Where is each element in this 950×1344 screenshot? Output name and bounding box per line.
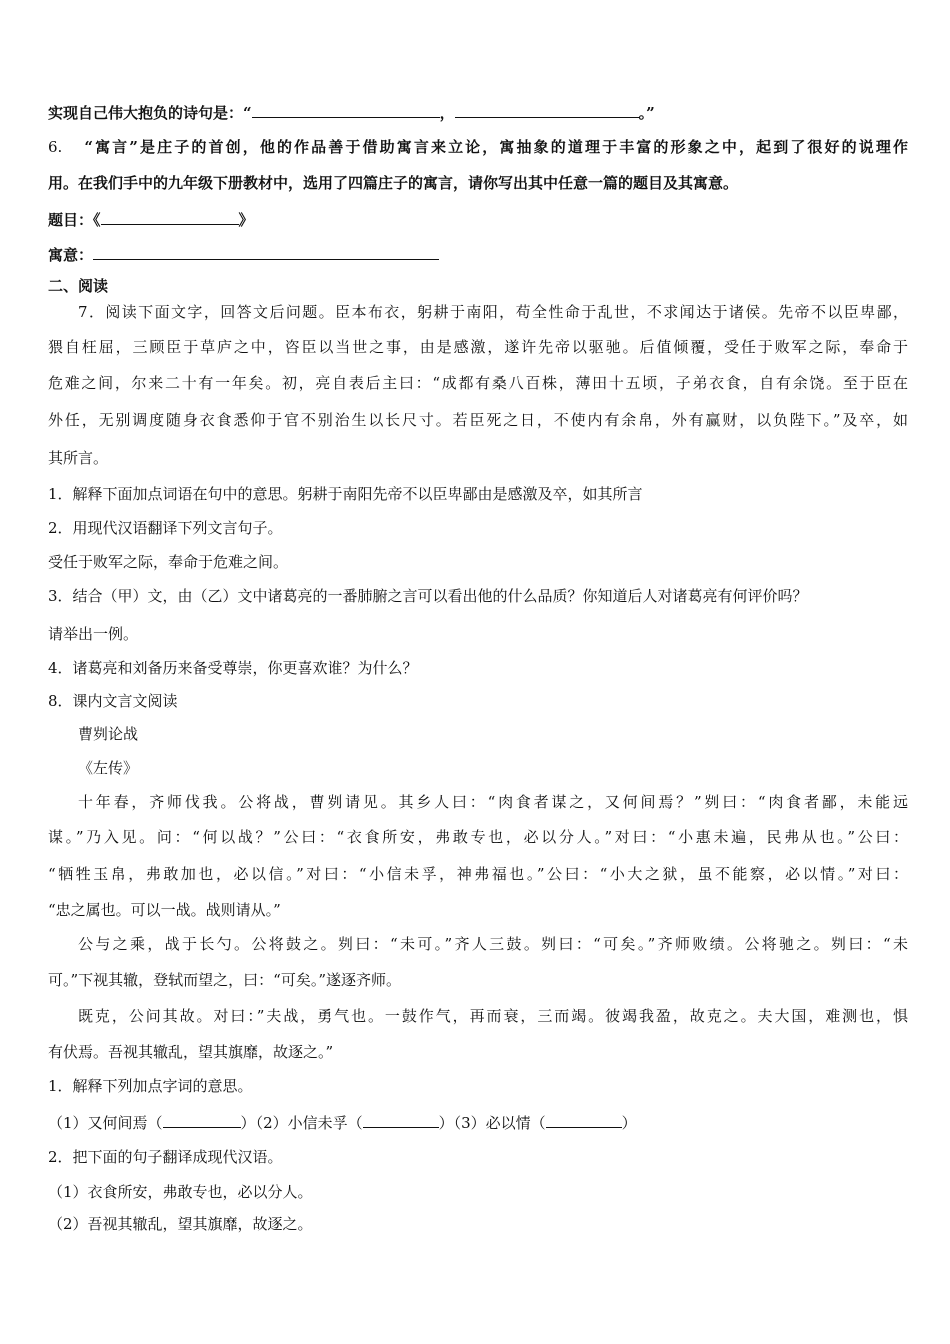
section-title: 二、阅读 bbox=[48, 277, 109, 295]
passage-line: “忠之属也。可以一战。战则请从。” bbox=[48, 901, 281, 919]
q7-passage-line: 7．阅读下面文字，回答文后问题。臣本布衣，躬耕于南阳，苟全性命于乱世，不求闻达于诸侯。先帝不以臣卑鄙， bbox=[78, 303, 908, 321]
passage-line: 谋。”乃入见。问：“何以战？”公曰：“衣食所安，弗敢专也，必以分人。”对曰：“小惠未遍，民弗从也。”公曰： bbox=[48, 828, 908, 846]
translation-item: （2）吾视其辙乱，望其旗靡，故逐之。 bbox=[48, 1215, 313, 1233]
q6-number: 6. bbox=[48, 138, 63, 156]
q6-meaning-label: 寓意： bbox=[48, 246, 94, 264]
q7-question: 受任于败军之际，奉命于危难之间。 bbox=[48, 553, 289, 571]
passage-source: 《左传》 bbox=[78, 759, 139, 777]
passage-line: 公与之乘，战于长勺。公将鼓之。刿曰：“未可。”齐人三鼓。刿曰：“可矣。”齐师败绩。公将驰之。刿曰：“未 bbox=[78, 935, 908, 953]
blank-label-2: （2）小信未孚（ bbox=[255, 1114, 363, 1132]
passage-line: “牺牲玉帛，弗敢加也，必以信。”对曰：“小信未孚，神弗福也。”公曰：“小大之狱，虽不能察，必以情。”对曰： bbox=[48, 865, 908, 883]
q5-end: 。” bbox=[638, 104, 655, 122]
q6-text-2: 用。在我们手中的九年级下册教材中，选用了四篇庄子的寓言，请你写出其中任意一篇的题目及其寓意。 bbox=[48, 174, 739, 192]
q6-line-1 bbox=[48, 137, 908, 157]
q5-tail-line bbox=[48, 101, 655, 123]
answer-blank-1[interactable] bbox=[252, 101, 440, 118]
answer-blank-2[interactable] bbox=[455, 101, 639, 118]
q7-question: 1．解释下面加点词语在句中的意思。躬耕于南阳先帝不以臣卑鄙由是感激及卒，如其所言 bbox=[48, 485, 643, 503]
q5-separator: ， bbox=[439, 104, 455, 122]
passage-title: 曹刿论战 bbox=[78, 725, 139, 743]
q6-title-line bbox=[48, 208, 254, 230]
translation-item: （1）衣食所安，弗敢专也，必以分人。 bbox=[48, 1183, 313, 1201]
q7-passage-line: 外任，无别调度随身衣食悉仰于官不别治生以长尺寸。若臣死之日，不使内有余帛，外有赢财，以负陛下。”及卒，如 bbox=[48, 411, 908, 429]
q6-line-2 bbox=[48, 173, 738, 193]
q8-heading: 8．课内文言文阅读 bbox=[48, 692, 178, 710]
passage-line: 既克，公问其故。对曰：”夫战，勇气也。一鼓作气，再而衰，三而竭。彼竭我盈，故克之。夫大国，难测也，惧 bbox=[78, 1007, 908, 1025]
passage-line: 可。”下视其辙，登轼而望之，曰：“可矣。”遂逐齐师。 bbox=[48, 971, 402, 989]
blank-end-2: ） bbox=[438, 1114, 454, 1132]
blank-label-1: （1）又何间焉（ bbox=[48, 1114, 163, 1132]
q7-question: 2．用现代汉语翻译下列文言句子。 bbox=[48, 519, 283, 537]
q8-question-2: 2．把下面的句子翻译成现代汉语。 bbox=[48, 1148, 283, 1166]
q7-question: 4．诸葛亮和刘备历来备受尊崇，你更喜欢谁？为什么？ bbox=[48, 659, 418, 677]
title-answer-blank[interactable] bbox=[101, 208, 239, 225]
q8-question-1: 1．解释下列加点字词的意思。 bbox=[48, 1077, 253, 1095]
q7-passage-line: 其所言。 bbox=[48, 449, 109, 467]
q7-question: 请举出一例。 bbox=[48, 625, 139, 643]
q7-passage-line: 危难之间，尔来二十有一年矣。初，亮自表后主曰：“成都有桑八百株，薄田十五顷，子弟衣食，自有余饶。至于臣在 bbox=[48, 374, 908, 392]
q6-meaning-line bbox=[48, 243, 439, 265]
passage-line: 十年春，齐师伐我。公将战，曹刿请见。其乡人曰：“肉食者谋之，又何间焉？”刿曰：“肉食者鄙，未能远 bbox=[78, 793, 908, 811]
blank-label-3: （3）必以情（ bbox=[453, 1114, 546, 1132]
q5-tail-text: 实现自己伟大抱负的诗句是：“ bbox=[48, 104, 252, 122]
q6-title-end: 》 bbox=[238, 211, 254, 229]
q7-question: 3．结合（甲）文，由（乙）文中诸葛亮的一番肺腑之言可以看出他的什么品质？你知道后人对诸葛亮有何评价吗？ bbox=[48, 587, 808, 605]
word-answer-blank-1[interactable] bbox=[163, 1111, 241, 1128]
meaning-answer-blank[interactable] bbox=[93, 243, 439, 260]
word-answer-blank-2[interactable] bbox=[363, 1111, 439, 1128]
q7-passage-line: 猥自枉屈，三顾臣于草庐之中，咨臣以当世之事，由是感激，遂许先帝以驱驰。后值倾覆，受任于败军之际，奉命于 bbox=[48, 338, 908, 356]
blank-end-3: ） bbox=[621, 1114, 637, 1132]
q6-title-label: 题目：《 bbox=[48, 211, 101, 229]
word-answer-blank-3[interactable] bbox=[546, 1111, 622, 1128]
passage-line: 有伏焉。吾视其辙乱，望其旗靡，故逐之。” bbox=[48, 1043, 334, 1061]
blank-end-1: ） bbox=[240, 1114, 256, 1132]
q8-blanks-line bbox=[48, 1111, 637, 1133]
q6-text-1: “寓言”是庄子的首创，他的作品善于借助寓言来立论，寓抽象的道理于丰富的形象之中，起到了很好的说理作 bbox=[84, 138, 909, 156]
